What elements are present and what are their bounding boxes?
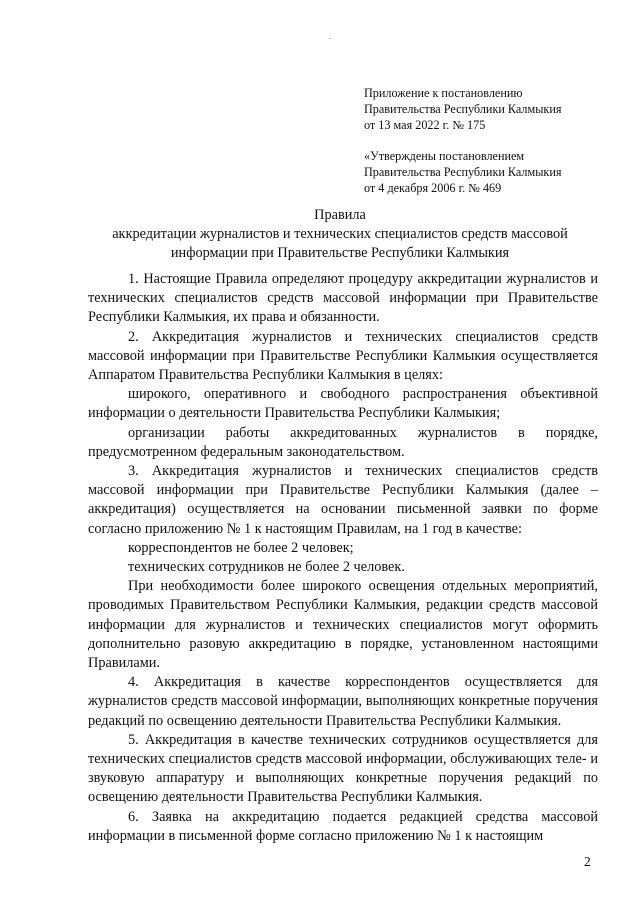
- paragraph: организации работы аккредитованных журналистов в порядке, предусмотренном федеральным законодательством.: [88, 424, 598, 460]
- paragraph: 2. Аккредитация журналистов и технических специалистов средств массовой информации при Правительстве Республики Калмыкия осуществляется Аппаратом Правительства Республики Калмыкия в целях:: [88, 328, 598, 384]
- annex-reference: [364, 85, 614, 133]
- approval-line: от 4 декабря 2006 г. № 469: [364, 181, 502, 195]
- document-body: [88, 270, 598, 846]
- paragraph: 6. Заявка на аккредитацию подается редакцией средства массовой информации в письменной форме согласно приложению № 1 к настоящим: [88, 808, 598, 844]
- paragraph: широкого, оперативного и свободного распространения объективной информации о деятельности Правительства Республики Калмыкия;: [88, 386, 598, 422]
- paragraph: корреспондентов не более 2 человек;: [128, 539, 354, 556]
- paragraph: 1. Настоящие Правила определяют процедуру аккредитации журналистов и технических специалистов средств массовой информации при Правительстве Республики Калмыкия, их права и обязанности.: [88, 271, 598, 326]
- page-number: 2: [584, 854, 591, 869]
- document-title: Правила: [314, 207, 366, 223]
- approval-line: Правительства Республики Калмыкия: [364, 165, 562, 179]
- approval-reference: [364, 148, 614, 196]
- paragraph: 3. Аккредитация журналистов и технических специалистов средств массовой информации при Правительстве Республики Калмыкия (далее – аккредитация) осуществляется на основании письменной заявки по форме согласно приложению № 1 к настоящим Правилам, на 1 год в качестве:: [88, 463, 598, 537]
- document-subtitle-line: аккредитации журналистов и технических специалистов средств массовой: [112, 226, 568, 242]
- paragraph: 4. Аккредитация в качестве корреспондентов осуществляется для журналистов средств массовой информации, выполняющих конкретные поручения редакций по освещению деятельности Правительства Республики Калмыкия.: [88, 674, 598, 729]
- scan-speck: [329, 38, 331, 39]
- annex-line: Правительства Республики Калмыкия: [364, 102, 562, 116]
- annex-line: от 13 мая 2022 г. № 175: [364, 118, 486, 132]
- approval-line: «Утверждены постановлением: [364, 149, 525, 163]
- paragraph: 5. Аккредитация в качестве технических сотрудников осуществляется для технических специалистов средств массовой информации, обслуживающих теле- и звуковую аппаратуру и выполняющих конкретные поручения редакций по освещению деятельности Правительства Республики Калмыкия.: [88, 731, 598, 806]
- annex-line: Приложение к постановлению: [364, 86, 523, 100]
- paragraph: технических сотрудников не более 2 человек.: [128, 559, 405, 576]
- paragraph: При необходимости более широкого освещения отдельных мероприятий, проводимых Правительством Республики Калмыкия, редакции средств массовой информации для журналистов и технических специалистов могут оформить дополнительно разовую аккредитацию в порядке, установленном настоящими Правилами.: [88, 578, 598, 672]
- document-subtitle-line: информации при Правительстве Республики Калмыкия: [170, 245, 510, 261]
